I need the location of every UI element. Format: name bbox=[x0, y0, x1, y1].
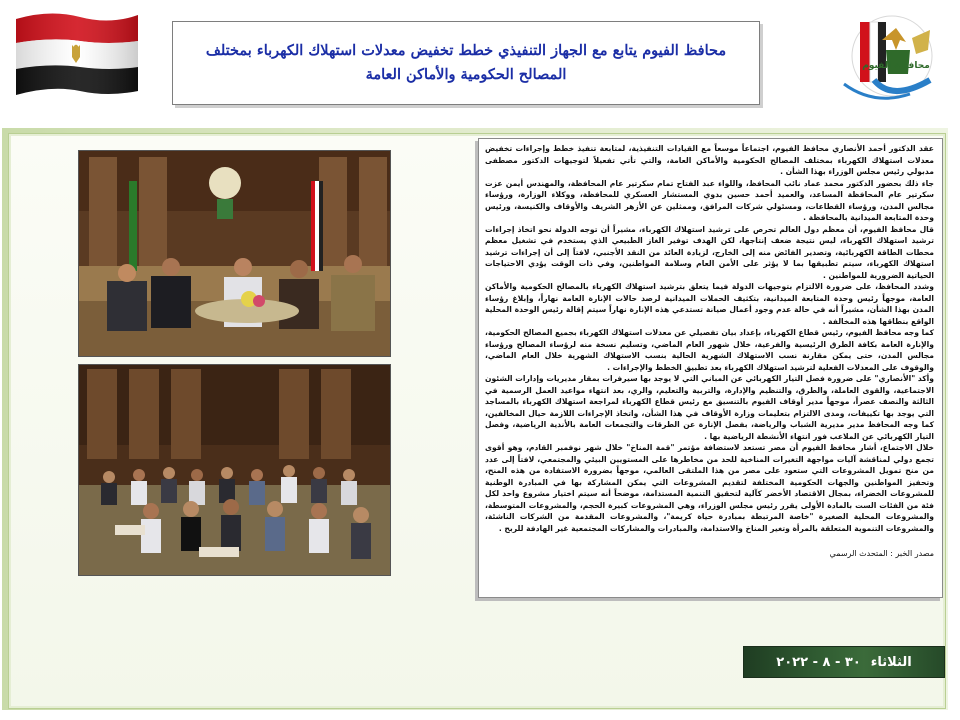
egypt-flag-icon bbox=[10, 9, 144, 97]
logo-text: محافظة الفيوم bbox=[862, 61, 930, 71]
article-source: مصدر الخبر : المتحدث الرسمي bbox=[829, 549, 934, 558]
article-paragraph: عقد الدكتور أحمد الأنصاري محافظ الفيوم، اجتماعاً موسعاً مع القيادات التنفيذية، لمتابعة تنفيذ خطط وإجراءات تخفيض معدلات استهلاك الكهرباء بمختلف المصالح الحكومية والأماكن العامة، والتي تأتي تفعيلاً لتوجيهات الدكتور مصطفى مدبولي رئيس مجلس الوزراء بهذا الشأن . bbox=[485, 144, 934, 176]
article-paragraph: قال محافظ الفيوم، أن معظم دول العالم تحرص على ترشيد استهلاك الكهرباء، مشيراً أن توجه الدولة نحو اتخاذ إجراءات ترشيد استهلاك الكهرباء، ليس نتيجة ضعف إنتاجها، لكن الهدف توفير الغاز الطبيعي الذي يستخدم في تشغيل معظم محطات الطاقة الكهربائية، وتصدير الفائض منه إلى الخارج، لزيادة العائد من النقد الأجنبي، لافتاً إلى أن إجراءات ترشيد استهلاك الكهرباء، سيتم تطبيقها بما لا يؤثر على الأمن العام وسلامة المواطنين، وفي ذات الوقت يؤدي الاحتياجات الحياتية الضرورية للمواطنين . bbox=[485, 224, 934, 280]
article-paragraph: خلال الاجتماع، أشار محافظ الفيوم أن مصر تستعد لاستضافة مؤتمر "قمة المناخ" خلال شهر نوفمبر القادم، وهو أقوى تجمع دولي لمناقشة آليات مواجهة التغيرات المناخية للحد من مخاطرها على المستويين البيئي والمجتمعي، لافتاً إلى عدد من منح تمويل المشروعات التي ستعود على مصر من هذا الملتقى العالمي، موجهاً بضرورة الاستفادة من هذه المنح، وتحفيز المواطنين والجهات الحكومية المختلفة لتقديم المشروعات التي يمكن المشاركة بها في المبادرة الوطنية للمشروعات الخضراء، بمجال الاقتصاد الأخضر كآلية لتحقيق التنمية المستدامة، موضحاً أنه سيتم اختيار مشروع واحد لكل فئة من الفئات الست بالمادة الأولى يقرر رئيس مجلس الوزراء، وهي المشروعات كبيرة الحجم، والمشروعات المتوسطة، والمشروعات المحلية الصغيرة "خاصة المرتبطة بمبادرة حياة كريمة"، والمشروعات المقدمة من الشركات الناشئة، والمشروعات التنموية المتعلقة بالمرأة وتغير المناخ والاستدامة، والمبادرات والمشاركات المجتمعية غير الهادفة للربح . bbox=[485, 443, 934, 533]
date-value: ٣٠ - ٨ - ٢٠٢٢ bbox=[776, 654, 861, 670]
meeting-photo-audience bbox=[78, 364, 391, 576]
article-paragraph: وأكد "الأنصاري" على ضرورة فصل التيار الكهربائي عن المباني التي لا يوجد بها سيرفرات بمقار مديريات وإدارات الشئون الاجتماعية، والقوى العاملة، والطرق، والتنظيم والإدارة، والتربية والتعليم، والري، بعد انتهاء مواعيد العمل الرسمية في الثالثة والنصف عصراً، موجهاً مدير أوقاف الفيوم بالتنسيق مع رئيس قطاع الكهرباء لمراجعة استهلاك الكهرباء بالمساجد التي يوجد بها تكييفات، ومدى الالتزام بتعليمات وزارة الأوقاف في هذا الشأن، واتخاذ الإجراءات اللازمة حيال المخالفين، كما وجه المحافظ مدير مديرية الشباب والرياضة، بفصل الإنارة عن الطرقات والتجمعات العامة بالأندية الرياضية، وفصل التيار الكهربائي عن الملاعب فور انتهاء الأنشطة الرياضية بها . bbox=[485, 374, 934, 441]
article-paragraph: وشدد المحافظ، على ضرورة الالتزام بتوجيهات الدولة فيما يتعلق بترشيد استهلاك الكهرباء بالمصالح الحكومية والأماكن العامة، موجهاً رئيس وحدة المتابعة الميدانية، بتكثيف الحملات الميدانية لرصد حالات الإنارة العامة نهاراً، وإبلاغ رؤساء المدن بهذا الشأن، مشيراً أنه في حالة عدم وجود أعمال صيانة تستدعي هذه الإنارة نهاراً سيتم إقالة رئيس الوحدة المحلية الواقع بنطاقها هذه المخالفة . bbox=[485, 282, 934, 326]
date-day-label: الثلاثاء bbox=[870, 654, 912, 670]
page-title: محافظ الفيوم يتابع مع الجهاز التنفيذي خطط تخفيض معدلات استهلاك الكهرباء بمختلف المصالح الحكومية والأماكن العامة bbox=[205, 42, 727, 83]
article-box bbox=[478, 138, 943, 598]
date-badge bbox=[743, 646, 945, 678]
title-box bbox=[172, 21, 760, 105]
fayoum-governorate-logo bbox=[834, 10, 948, 106]
article-paragraph: كما وجه محافظ الفيوم، رئيس قطاع الكهرباء، بإعداد بيان تفصيلي عن معدلات استهلاك الكهرباء بجميع المصالح الحكومية، والإنارة العامة بكافة الطرق الرئيسية والفرعية، خلال شهور العام الماضي، وتسليم نسخة منه لرؤساء المصالح ورؤساء مجالس المدن، حتى يمكن مقارنة نسب الاستهلاك الشهرية الحالية بنسب الاستهلاك الشهرية خلال العام الماضي، والوقوف على المعدلات الفعلية لترشيد استهلاك الكهرباء بعد تطبيق الخطط والإجراءات . bbox=[485, 328, 934, 372]
article-body bbox=[485, 143, 934, 560]
meeting-photo-head-table bbox=[78, 150, 391, 357]
article-paragraph: جاء ذلك بحضور الدكتور محمد عماد نائب المحافظ، واللواء عبد الفتاح تمام سكرتير عام المحافظة، والمهندس أيمن عزت سكرتير عام المحافظة المساعد، والعميد أحمد حسين بدوي المستشار العسكري للمحافظة، ووكلاء الوزارة، ورؤساء مجالس المدن، ورؤساء القطاعات، ومسئولي شركات المرافق، وممثلين عن الأزهر الشريف والأوقاف والكنيسة، ورئيس وحدة المتابعة الميدانية بالمحافظة . bbox=[485, 178, 934, 222]
